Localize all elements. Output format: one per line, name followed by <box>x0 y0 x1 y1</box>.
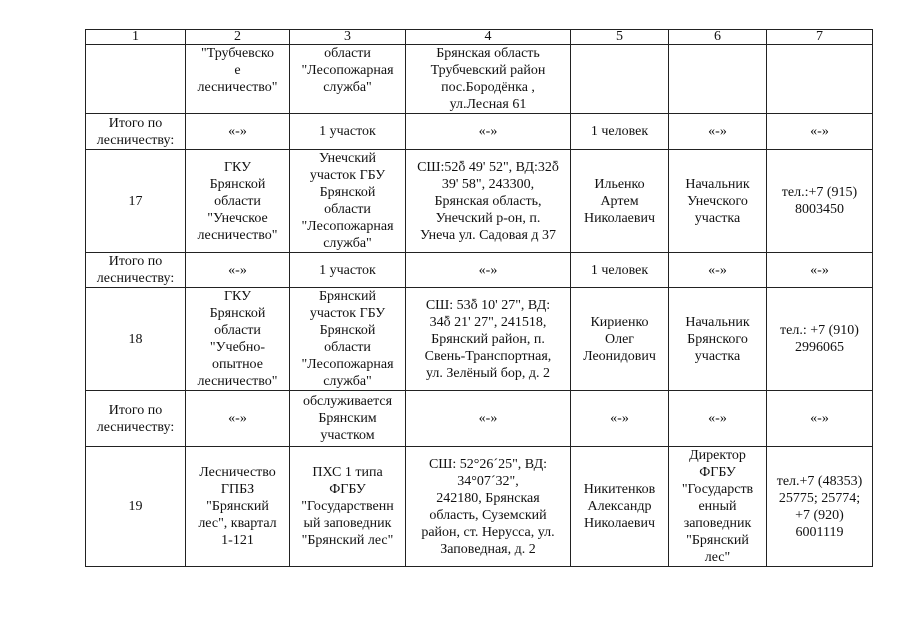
table-cell: «-» <box>406 391 571 447</box>
table-cell: обслуживается Брянским участком <box>290 391 406 447</box>
table-row <box>86 45 873 114</box>
table-cell <box>571 45 669 114</box>
table-row <box>86 391 873 447</box>
table-cell: 1 участок <box>290 114 406 150</box>
table-cell: «-» <box>669 114 767 150</box>
table-row <box>86 447 873 567</box>
table-cell: Ильенко Артем Николаевич <box>571 150 669 253</box>
table-cell: тел.+7 (48353) 25775; 25774; +7 (920) 6001119 <box>767 447 873 567</box>
header-col-2: 2 <box>186 30 290 45</box>
table-cell <box>767 45 873 114</box>
table-cell: Начальник Унечского участка <box>669 150 767 253</box>
header-row <box>86 30 873 45</box>
table-cell: Директор ФГБУ "Государств енный заповедник "Брянский лес" <box>669 447 767 567</box>
table-cell: 1 участок <box>290 253 406 288</box>
table-cell <box>669 45 767 114</box>
table-cell: Начальник Брянского участка <box>669 288 767 391</box>
table-cell: «-» <box>406 114 571 150</box>
table-cell: Кириенко Олег Леонидович <box>571 288 669 391</box>
table-cell: СШ: 52°26´25", ВД: 34°07´32", 242180, Брянская область, Суземский район, ст. Нерусса, ул. Заповедная, д. 2 <box>406 447 571 567</box>
table-cell: «-» <box>186 253 290 288</box>
table-cell: «-» <box>669 253 767 288</box>
table-cell: 1 человек <box>571 253 669 288</box>
header-col-7: 7 <box>767 30 873 45</box>
row-number: 17 <box>86 150 186 253</box>
total-label: Итого по лесничеству: <box>86 253 186 288</box>
table-row <box>86 253 873 288</box>
table-cell: тел.:+7 (915) 8003450 <box>767 150 873 253</box>
table-cell: «-» <box>571 391 669 447</box>
table-cell: ГКУ Брянской области "Унечское лесничество" <box>186 150 290 253</box>
header-col-5: 5 <box>571 30 669 45</box>
row-number: 19 <box>86 447 186 567</box>
header-col-1: 1 <box>86 30 186 45</box>
table-cell: 1 человек <box>571 114 669 150</box>
table-cell: «-» <box>186 391 290 447</box>
table-cell: «-» <box>767 114 873 150</box>
table-cell: Лесничество ГПБЗ "Брянский лес", квартал 1-121 <box>186 447 290 567</box>
total-label: Итого по лесничеству: <box>86 114 186 150</box>
total-label: Итого по лесничеству: <box>86 391 186 447</box>
table-cell: «-» <box>186 114 290 150</box>
table-cell: "Трубчевско е лесничество" <box>186 45 290 114</box>
header-col-6: 6 <box>669 30 767 45</box>
table-cell: «-» <box>767 391 873 447</box>
forestry-table <box>85 29 873 567</box>
table-cell: тел.: +7 (910) 2996065 <box>767 288 873 391</box>
table-cell <box>86 45 186 114</box>
table-cell: ГКУ Брянской области "Учебно- опытное лесничество" <box>186 288 290 391</box>
header-col-3: 3 <box>290 30 406 45</box>
row-number: 18 <box>86 288 186 391</box>
table-row <box>86 288 873 391</box>
table-cell: СШ: 53ȭ 10' 27", ВД: 34ȭ 21' 27", 241518, Брянский район, п. Свень-Транспортная, ул. Зелёный бор, д. 2 <box>406 288 571 391</box>
header-col-4: 4 <box>406 30 571 45</box>
table-cell: «-» <box>669 391 767 447</box>
table-cell: «-» <box>767 253 873 288</box>
table-cell: области "Лесопожарная служба" <box>290 45 406 114</box>
table-cell: Брянский участок ГБУ Брянской области "Лесопожарная служба" <box>290 288 406 391</box>
table-cell: СШ:52ȭ 49' 52", ВД:32ȭ 39' 58", 243300, Брянская область, Унечский р-он, п. Унеча ул. Садовая д 37 <box>406 150 571 253</box>
table-cell: Брянская область Трубчевский район пос.Бородёнка , ул.Лесная 61 <box>406 45 571 114</box>
table-row <box>86 150 873 253</box>
table-cell: ПХС 1 типа ФГБУ "Государственн ый заповедник "Брянский лес" <box>290 447 406 567</box>
table-cell: Никитенков Александр Николаевич <box>571 447 669 567</box>
table-cell: Унечский участок ГБУ Брянской области "Лесопожарная служба" <box>290 150 406 253</box>
table-cell: «-» <box>406 253 571 288</box>
table-row <box>86 114 873 150</box>
